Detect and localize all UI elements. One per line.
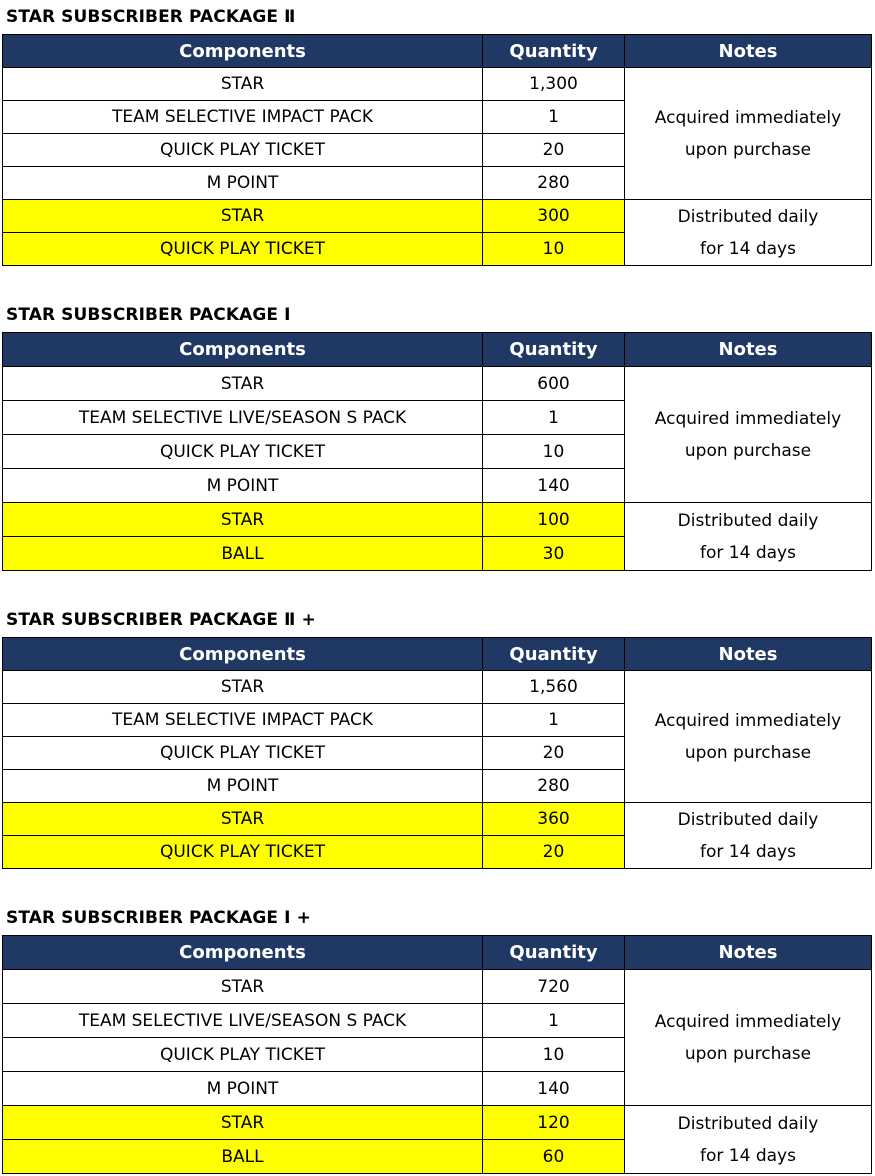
quantity-cell: 10 [483,1038,625,1072]
daily-note-cell [625,503,872,571]
note-line: Acquired immediately [654,710,842,731]
quantity-cell: 20 [483,134,625,167]
quantity-cell: 10 [483,233,625,266]
note-line: upon purchase [684,742,812,763]
component-cell: TEAM SELECTIVE LIVE/SEASON S PACK [3,1004,483,1038]
package-title: STAR SUBSCRIBER PACKAGE Ⅰ [6,305,291,325]
header-quantity: Quantity [483,35,625,68]
note-line: Distributed daily [677,809,819,830]
quantity-cell: 30 [483,537,625,571]
immediate-note-cell [625,68,872,200]
component-cell: M POINT [3,167,483,200]
quantity-cell: 10 [483,435,625,469]
immediate-note-cell [625,970,872,1106]
package-table [2,332,872,571]
component-cell: STAR [3,200,483,233]
component-cell: M POINT [3,469,483,503]
header-notes: Notes [625,35,872,68]
note-line: for 14 days [700,841,796,862]
component-cell: STAR [3,68,483,101]
component-cell: M POINT [3,770,483,803]
daily-note-cell [625,200,872,266]
immediate-note-cell [625,671,872,803]
component-cell: M POINT [3,1072,483,1106]
note-line: Distributed daily [677,1113,819,1134]
component-cell: STAR [3,803,483,836]
package-title: STAR SUBSCRIBER PACKAGE Ⅰ + [6,908,311,928]
note-line: upon purchase [684,139,812,160]
quantity-cell: 360 [483,803,625,836]
package-table [2,637,872,869]
table-row [3,367,872,401]
note-line: upon purchase [684,440,812,461]
component-cell: TEAM SELECTIVE IMPACT PACK [3,101,483,134]
quantity-cell: 1,300 [483,68,625,101]
quantity-cell: 600 [483,367,625,401]
note-line: upon purchase [684,1043,812,1064]
note-line: Acquired immediately [654,1011,842,1032]
header-components: Components [3,936,483,970]
daily-note-cell [625,1106,872,1174]
component-cell: QUICK PLAY TICKET [3,435,483,469]
header-components: Components [3,638,483,671]
header-quantity: Quantity [483,638,625,671]
header-quantity: Quantity [483,333,625,367]
component-cell: QUICK PLAY TICKET [3,134,483,167]
table-row-highlighted [3,200,872,233]
quantity-cell: 1 [483,704,625,737]
note-line: Acquired immediately [654,107,842,128]
note-line: for 14 days [700,238,796,259]
quantity-cell: 1 [483,401,625,435]
header-components: Components [3,35,483,68]
table-row [3,68,872,101]
quantity-cell: 100 [483,503,625,537]
quantity-cell: 300 [483,200,625,233]
note-line: Distributed daily [677,510,819,531]
component-cell: QUICK PLAY TICKET [3,233,483,266]
table-row-highlighted [3,803,872,836]
note-line: Distributed daily [677,206,819,227]
quantity-cell: 120 [483,1106,625,1140]
component-cell: TEAM SELECTIVE LIVE/SEASON S PACK [3,401,483,435]
component-cell: STAR [3,367,483,401]
component-cell: STAR [3,1106,483,1140]
quantity-cell: 140 [483,469,625,503]
component-cell: BALL [3,537,483,571]
note-line: Acquired immediately [654,408,842,429]
quantity-cell: 1,560 [483,671,625,704]
header-quantity: Quantity [483,936,625,970]
quantity-cell: 1 [483,101,625,134]
component-cell: BALL [3,1140,483,1174]
quantity-cell: 20 [483,836,625,869]
note-line: for 14 days [700,1145,796,1166]
quantity-cell: 720 [483,970,625,1004]
daily-note-cell [625,803,872,869]
table-header-row [3,638,872,671]
header-notes: Notes [625,638,872,671]
table-row [3,671,872,704]
component-cell: STAR [3,970,483,1004]
component-cell: STAR [3,503,483,537]
component-cell: TEAM SELECTIVE IMPACT PACK [3,704,483,737]
component-cell: QUICK PLAY TICKET [3,836,483,869]
package-title: STAR SUBSCRIBER PACKAGE Ⅱ + [6,610,316,630]
component-cell: QUICK PLAY TICKET [3,1038,483,1072]
package-table [2,34,872,266]
table-header-row [3,333,872,367]
quantity-cell: 280 [483,770,625,803]
header-notes: Notes [625,936,872,970]
table-header-row [3,35,872,68]
table-row-highlighted [3,503,872,537]
header-components: Components [3,333,483,367]
quantity-cell: 20 [483,737,625,770]
table-header-row [3,936,872,970]
table-row-highlighted [3,1106,872,1140]
quantity-cell: 60 [483,1140,625,1174]
note-line: for 14 days [700,542,796,563]
quantity-cell: 280 [483,167,625,200]
component-cell: QUICK PLAY TICKET [3,737,483,770]
quantity-cell: 1 [483,1004,625,1038]
table-row [3,970,872,1004]
package-title: STAR SUBSCRIBER PACKAGE Ⅱ [6,7,296,27]
quantity-cell: 140 [483,1072,625,1106]
header-notes: Notes [625,333,872,367]
package-table [2,935,872,1174]
immediate-note-cell [625,367,872,503]
component-cell: STAR [3,671,483,704]
